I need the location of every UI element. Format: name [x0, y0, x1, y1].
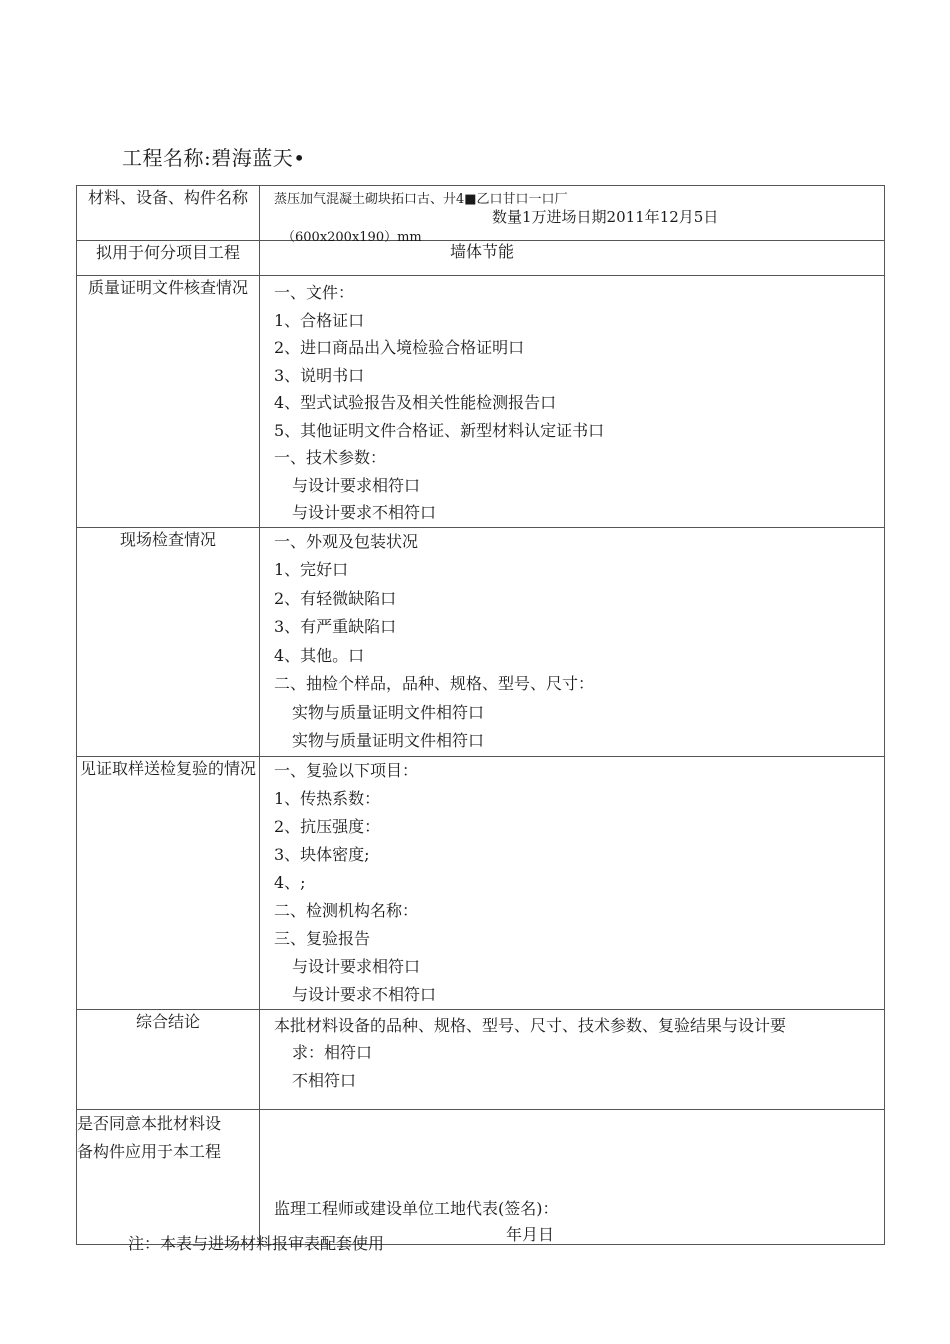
row-material — [77, 186, 885, 241]
quality-line: 5、其他证明文件合格证、新型材料认定证书口 — [274, 420, 605, 440]
sign-date: 年月日 — [506, 1224, 555, 1244]
site-option: 实物与质量证明文件相符口 — [292, 731, 485, 750]
value-usage — [260, 241, 885, 276]
sample-line: 一、复验以下项目： — [274, 760, 419, 780]
quality-line: 2、进口商品出入境检验合格证明口 — [274, 338, 525, 357]
site-line: 2、有轻微缺陷口 — [274, 588, 397, 608]
material-size: （600x200x190）mm — [282, 230, 422, 245]
site-line: 4、其他。口 — [274, 645, 365, 665]
sample-line: 3、块体密度; — [274, 844, 370, 864]
sample-option: 与设计要求不相符口 — [292, 984, 437, 1004]
sample-line: 2、抗压强度： — [274, 816, 381, 836]
value-sample — [260, 756, 885, 1009]
label-quality: 质量证明文件核查情况 — [77, 276, 260, 528]
label-sample: 见证取样送检复验的情况 — [77, 756, 260, 1009]
site-line: 1、完好口 — [274, 560, 349, 579]
site-line: 二、抽检个样品，品种、规格、型号、尺寸： — [274, 674, 595, 693]
row-quality — [77, 276, 885, 528]
sample-line: 二、检测机构名称： — [274, 900, 419, 920]
row-approve — [77, 1109, 885, 1244]
approve-label-text: 是否同意本批材料设备构件应用于本工程 — [77, 1113, 222, 1161]
value-approve — [260, 1109, 885, 1244]
site-option: 实物与质量证明文件相符口 — [292, 702, 485, 722]
row-conclusion — [77, 1009, 885, 1109]
sample-option: 与设计要求相符口 — [292, 956, 421, 976]
material-name-line: 蒸压加气混凝土砌块拓口古、廾4■乙口甘口一口厂 — [274, 192, 568, 207]
project-title: 工程名称:碧海蓝天• — [122, 146, 306, 170]
value-material — [260, 186, 885, 245]
value-quality — [260, 276, 885, 528]
label-material: 材料、设备、构件名称 — [77, 186, 260, 241]
material-quantity-date: 数量1万进场日期2011年12月5日 — [492, 208, 719, 226]
quality-option: 与设计要求相符口 — [292, 475, 421, 495]
conclusion-text: 本批材料设备的品种、规格、型号、尺寸、技术参数、复验结果与设计要 — [274, 1015, 787, 1035]
row-usage — [77, 241, 885, 276]
label-usage: 拟用于何分项目工程 — [77, 241, 260, 276]
label-conclusion: 综合结论 — [77, 1009, 260, 1109]
conclusion-mismatch: 不相符口 — [292, 1070, 357, 1090]
sample-line: 三、复验报告 — [274, 928, 371, 948]
material-inspection-table — [76, 185, 885, 1245]
conclusion-match: 求：相符口 — [292, 1043, 373, 1062]
sample-line: 4、; — [274, 872, 306, 892]
footnote: 注：本表与进场材料报审表配套使用 — [128, 1234, 385, 1253]
quality-line: 一、技术参数： — [274, 448, 387, 467]
label-site: 现场检查情况 — [77, 527, 260, 756]
signer-label: 监理工程师或建设单位工地代表(签名)： — [274, 1198, 559, 1218]
quality-line: 1、合格证口 — [274, 310, 365, 330]
quality-line: 一、文件： — [274, 283, 355, 302]
value-conclusion — [260, 1009, 885, 1109]
row-site — [77, 527, 885, 756]
value-site — [260, 527, 885, 756]
sample-line: 1、传热系数： — [274, 788, 381, 808]
label-approve — [77, 1109, 260, 1244]
site-line: 一、外观及包装状况 — [274, 531, 419, 551]
quality-option: 与设计要求不相符口 — [292, 503, 437, 522]
usage-value: 墙体节能 — [449, 242, 514, 261]
row-sample — [77, 756, 885, 1009]
site-line: 3、有严重缺陷口 — [274, 617, 397, 636]
quality-line: 3、说明书口 — [274, 365, 365, 385]
quality-line: 4、型式试验报告及相关性能检测报告口 — [274, 393, 557, 412]
